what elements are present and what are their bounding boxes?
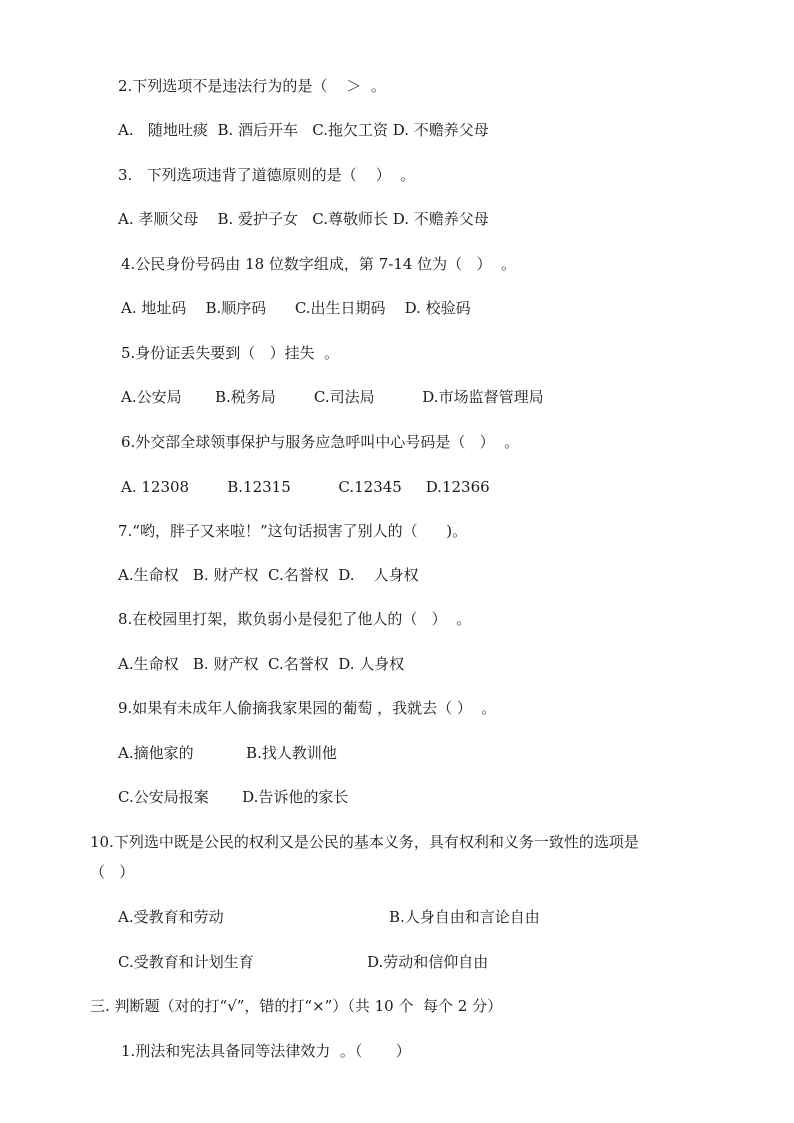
question-10-option-b: B.人身自由和言论自由 [389,908,540,926]
question-8-options: A.生命权 B. 财产权 C.名誉权 D. 人身权 [118,655,405,673]
question-10-option-a: A.受教育和劳动 [118,908,224,926]
question-9-options-row-2: C.公安局报案 D.告诉他的家长 [118,788,349,806]
section-3-heading: 三. 判断题（对的打“√”，错的打“×”）（共 10 个 每个 2 分） [90,997,503,1015]
question-3-options: A. 孝顺父母 B. 爱护子女 C.尊敬师长 D. 不赡养父母 [118,210,489,228]
question-7-options: A.生命权 B. 财产权 C.名誉权 D. 人身权 [118,566,419,584]
section-3-question-1: 1.刑法和宪法具备同等法律效力 。（ ） [121,1042,411,1060]
question-10-blank: （ ） [90,863,135,881]
question-8: 8.在校园里打架，欺负弱小是侵犯了他人的（ ） 。 [118,610,472,628]
question-7: 7.“哟，胖子又来啦！”这句话损害了别人的（ )。 [118,522,468,540]
question-4-options: A. 地址码 B.顺序码 C.出生日期码 D. 校验码 [121,299,471,317]
question-10-option-d: D.劳动和信仰自由 [367,953,489,971]
question-10-option-c: C.受教育和计划生育 [118,953,254,971]
question-2-options: A. 随地吐痰 B. 酒后开车 C.拖欠工资 D. 不赡养父母 [118,121,489,139]
question-3: 3. 下列选项违背了道德原则的是（ ） 。 [118,166,416,184]
question-6-options: A. 12308 B.12315 C.12345 D.12366 [121,478,490,496]
question-4: 4.公民身份号码由 18 位数字组成，第 7-14 位为（ ） 。 [121,255,517,273]
question-9-options-row-1: A.摘他家的 B.找人教训他 [118,744,337,762]
question-9: 9.如果有未成年人偷摘我家果园的葡萄 ，我就去（ ） 。 [118,699,497,717]
question-5-options: A.公安局 B.税务局 C.司法局 D.市场监督管理局 [121,388,544,406]
question-5: 5.身份证丢失要到（ ）挂失 。 [121,344,340,362]
question-6: 6.外交部全球领事保护与服务应急呼叫中心号码是（ ） 。 [121,433,520,451]
question-10: 10.下列选中既是公民的权利又是公民的基本义务，具有权利和义务一致性的选项是 [90,833,639,851]
question-2: 2.下列选项不是违法行为的是（ ＞ 。 [118,77,386,95]
